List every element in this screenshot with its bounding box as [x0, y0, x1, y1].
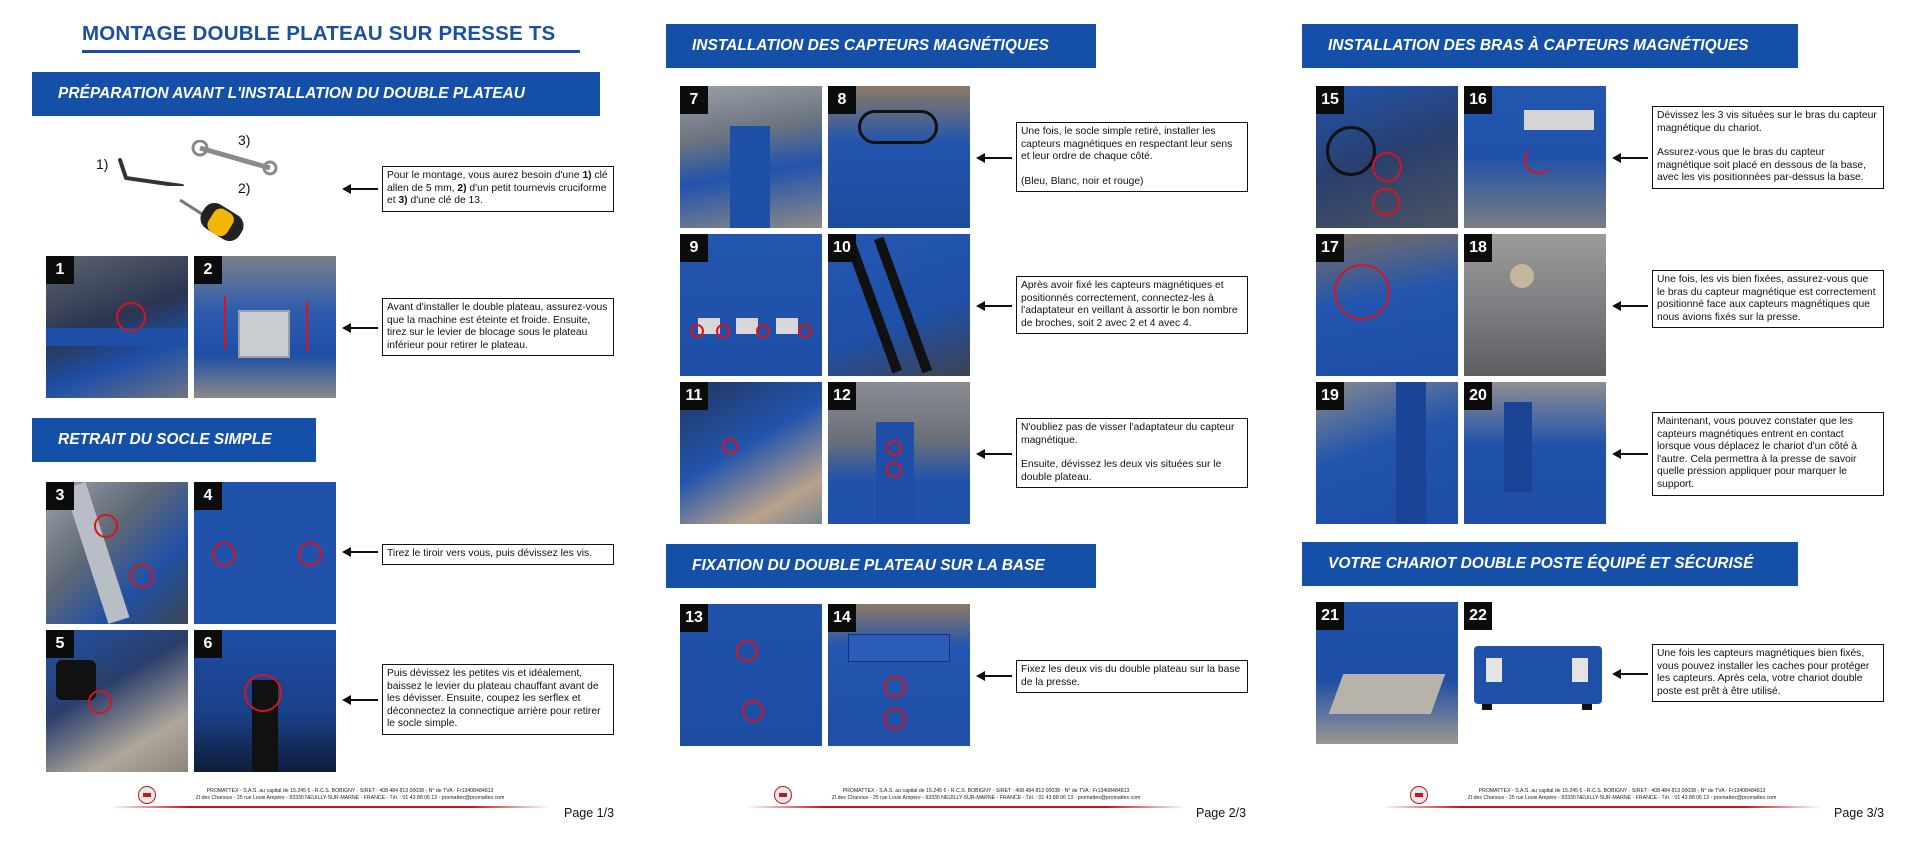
footer-red-line — [1382, 806, 1822, 808]
promattex-logo — [1410, 786, 1428, 804]
footer-red-line — [746, 806, 1186, 808]
banner-fixation: FIXATION DU DOUBLE PLATEAU SUR LA BASE — [666, 544, 1096, 588]
step-badge-7: 7 — [680, 86, 708, 114]
step-badge-18: 18 — [1464, 234, 1492, 262]
arrow-steps-11-12 — [976, 448, 1012, 460]
arrow-steps-9-10 — [976, 300, 1012, 312]
page-2 — [636, 0, 1272, 842]
arrow-steps-15-16 — [1612, 152, 1648, 164]
step-badge-22: 22 — [1464, 602, 1492, 630]
photo-step-20 — [1464, 382, 1606, 524]
tools-text-4: d'une clé de 13. — [407, 195, 483, 207]
tool-label-2: 2) — [238, 180, 251, 196]
step-badge-3: 3 — [46, 482, 74, 510]
photo-step-21 — [1316, 602, 1458, 744]
tools-text-2: clé allen de 5 mm, — [387, 170, 608, 194]
callout-steps-19-20: Maintenant, vous pouvez constater que les capteurs magnétiques entrent en contact lorsque vous déplacez le chariot d'un côté à l'autre. Cela permettra à la presse de savoir quelle pression appliquer pour marquer le support. — [1652, 412, 1884, 496]
footer-page-1 — [110, 784, 540, 820]
callout-11-12-text-a: N'oubliez pas de visser l'adaptateur du capteur magnétique. — [1021, 422, 1235, 446]
footer-address-line: ZI des Chanoux - 25 rue Louis Ampère - 93330 NEUILLY-SUR-MARNE - FRANCE - Tél. : 01 43 88 06 13 - promattex@promattex.com — [1467, 795, 1777, 801]
page-3 — [1272, 0, 1908, 842]
callout-7-8-text: Une fois, le socle simple retiré, installer les capteurs magnétiques en respectant leur sens et leur ordre de chaque côté. — [1021, 126, 1233, 163]
callout-steps-1-2: Avant d'installer le double plateau, assurez-vous que la machine est éteinte et froide. Ensuite, tirez sur le levier de blocage sous le plateau inférieur pour retirer le plateau. — [382, 298, 614, 356]
photo-step-3 — [46, 482, 188, 624]
page-number: Page 2/3 — [1196, 806, 1247, 820]
allen-key-icon — [116, 156, 186, 186]
document-title: MONTAGE DOUBLE PLATEAU SUR PRESSE TS — [82, 22, 556, 45]
photo-step-11 — [680, 382, 822, 524]
footer-company-line: PROMATTEX - S.A.S. au capital de 15.245 € - R.C.S. BOBIGNY - SIRET : 408 484 813 00038 - N° de TVA : Fr13408484813 — [1478, 788, 1766, 794]
tools-text-3: d'un petit tournevis cruciforme et — [387, 182, 607, 207]
step-badge-15: 15 — [1316, 86, 1344, 114]
step-badge-19: 19 — [1316, 382, 1344, 410]
photo-step-19 — [1316, 382, 1458, 524]
step-badge-14: 14 — [828, 604, 856, 632]
promattex-logo — [138, 786, 156, 804]
callout-15-16-text-b: Assurez-vous que le bras du capteur magnétique soit placé en dessous de la base, avec les vis positionnées par-dessus la base. — [1657, 147, 1866, 184]
step-badge-5: 5 — [46, 630, 74, 658]
callout-steps-3-4: Tirez le tiroir vers vous, puis dévissez les vis. — [382, 544, 614, 565]
arrow-steps-17-18 — [1612, 300, 1648, 312]
photo-step-13 — [680, 604, 822, 746]
screwdriver-icon — [176, 196, 256, 252]
callout-steps-5-6: Puis dévissez les petites vis et idéalement, baissez le levier du plateau chauffant avant de les dévisser. Ensuite, coupez les serflex et déconnectez la connectique arrière pour retirer le socle simple. — [382, 664, 614, 735]
callout-tools — [382, 166, 614, 212]
callout-15-16-text-a: Dévissez les 3 vis situées sur le bras du capteur magnétique du chariot. — [1657, 110, 1877, 134]
step-badge-10: 10 — [828, 234, 856, 262]
tool-label-1: 1) — [96, 156, 109, 172]
step-badge-9: 9 — [680, 234, 708, 262]
step-badge-8: 8 — [828, 86, 856, 114]
photo-step-6 — [194, 630, 336, 772]
photo-step-12 — [828, 382, 970, 524]
step-badge-20: 20 — [1464, 382, 1492, 410]
photo-step-14 — [828, 604, 970, 746]
arrow-steps-5-6 — [342, 694, 378, 706]
photo-step-10 — [828, 234, 970, 376]
arrow-steps-13-14 — [976, 670, 1012, 682]
arrow-tools — [342, 183, 378, 195]
photo-step-16 — [1464, 86, 1606, 228]
arrow-steps-21-22 — [1612, 668, 1648, 680]
banner-chariot: VOTRE CHARIOT DOUBLE POSTE ÉQUIPÉ ET SÉCURISÉ — [1302, 542, 1798, 586]
step-badge-11: 11 — [680, 382, 708, 410]
promattex-logo — [774, 786, 792, 804]
banner-installation-capteurs: INSTALLATION DES CAPTEURS MAGNÉTIQUES — [666, 24, 1096, 68]
callout-7-8-colors: (Bleu, Blanc, noir et rouge) — [1021, 175, 1144, 187]
banner-preparation: PRÉPARATION AVANT L'INSTALLATION DU DOUBLE PLATEAU — [32, 72, 600, 116]
callout-steps-7-8 — [1016, 122, 1248, 192]
footer-address-line: ZI des Chanoux - 25 rue Louis Ampère - 93330 NEUILLY-SUR-MARNE - FRANCE - Tél. : 01 43 88 06 13 - promattex@promattex.com — [831, 795, 1141, 801]
footer-page-2 — [746, 784, 1176, 820]
photo-step-4 — [194, 482, 336, 624]
tools-illustration — [90, 126, 300, 252]
step-badge-17: 17 — [1316, 234, 1344, 262]
page-number: Page 3/3 — [1834, 806, 1885, 820]
footer-address-line: ZI des Chanoux - 25 rue Louis Ampère - 93330 NEUILLY-SUR-MARNE - FRANCE - Tél. : 01 43 88 06 13 - promattex@promattex.com — [195, 795, 505, 801]
page-1 — [0, 0, 636, 842]
arrow-steps-7-8 — [976, 152, 1012, 164]
callout-steps-17-18: Une fois, les vis bien fixées, assurez-vous que le bras du capteur magnétique est correctement positionné face aux capteurs magnétiques que nous avions fixés sur la presse. — [1652, 270, 1884, 328]
step-badge-6: 6 — [194, 630, 222, 658]
step-badge-21: 21 — [1316, 602, 1344, 630]
photo-step-7 — [680, 86, 822, 228]
photo-step-22 — [1464, 602, 1606, 744]
step-badge-13: 13 — [680, 604, 708, 632]
photo-step-9 — [680, 234, 822, 376]
photo-step-5 — [46, 630, 188, 772]
footer-page-3 — [1382, 784, 1812, 820]
footer-company-line: PROMATTEX - S.A.S. au capital de 15.245 € - R.C.S. BOBIGNY - SIRET : 408 484 813 00038 - N° de TVA : Fr13408484813 — [206, 788, 494, 794]
tools-text-1: Pour le montage, vous aurez besoin d'une — [387, 170, 583, 181]
photo-step-17 — [1316, 234, 1458, 376]
footer-company-line: PROMATTEX - S.A.S. au capital de 15.245 € - R.C.S. BOBIGNY - SIRET : 408 484 813 00038 - N° de TVA : Fr13408484813 — [842, 788, 1130, 794]
footer-red-line — [110, 806, 550, 808]
arrow-steps-3-4 — [342, 546, 378, 558]
photo-step-18 — [1464, 234, 1606, 376]
photo-step-1 — [46, 256, 188, 398]
callout-steps-13-14: Fixez les deux vis du double plateau sur la base de la presse. — [1016, 660, 1248, 693]
page-number: Page 1/3 — [564, 806, 615, 820]
tools-bold-3: 3) — [398, 195, 408, 207]
tools-bold-2: 2) — [457, 182, 467, 194]
photo-step-8 — [828, 86, 970, 228]
step-badge-4: 4 — [194, 482, 222, 510]
callout-steps-15-16 — [1652, 106, 1884, 189]
banner-retrait: RETRAIT DU SOCLE SIMPLE — [32, 418, 316, 462]
banner-bras-capteurs: INSTALLATION DES BRAS À CAPTEURS MAGNÉTIQUES — [1302, 24, 1798, 68]
step-badge-12: 12 — [828, 382, 856, 410]
photo-step-2 — [194, 256, 336, 398]
callout-steps-9-10: Après avoir fixé les capteurs magnétiques et positionnés correctement, connectez-les à l'adaptateur en veillant à assortir le bon nombre de broches, soit 2 avec 2 et 4 avec 4. — [1016, 276, 1248, 334]
callout-steps-11-12 — [1016, 418, 1248, 488]
step-badge-1: 1 — [46, 256, 74, 284]
arrow-steps-1-2 — [342, 322, 378, 334]
tools-bold-1: 1) — [582, 170, 592, 181]
title-underline — [82, 50, 580, 53]
step-badge-16: 16 — [1464, 86, 1492, 114]
tool-label-3: 3) — [238, 132, 251, 148]
callout-steps-21-22: Une fois les capteurs magnétiques bien fixés, vous pouvez installer les caches pour protéger les capteurs. Après cela, votre chariot double poste est prêt à être utilisé. — [1652, 644, 1884, 702]
photo-step-15 — [1316, 86, 1458, 228]
step-badge-2: 2 — [194, 256, 222, 284]
arrow-steps-19-20 — [1612, 448, 1648, 460]
callout-11-12-text-b: Ensuite, dévissez les deux vis situées sur le double plateau. — [1021, 459, 1222, 483]
wrench-icon — [190, 140, 280, 176]
